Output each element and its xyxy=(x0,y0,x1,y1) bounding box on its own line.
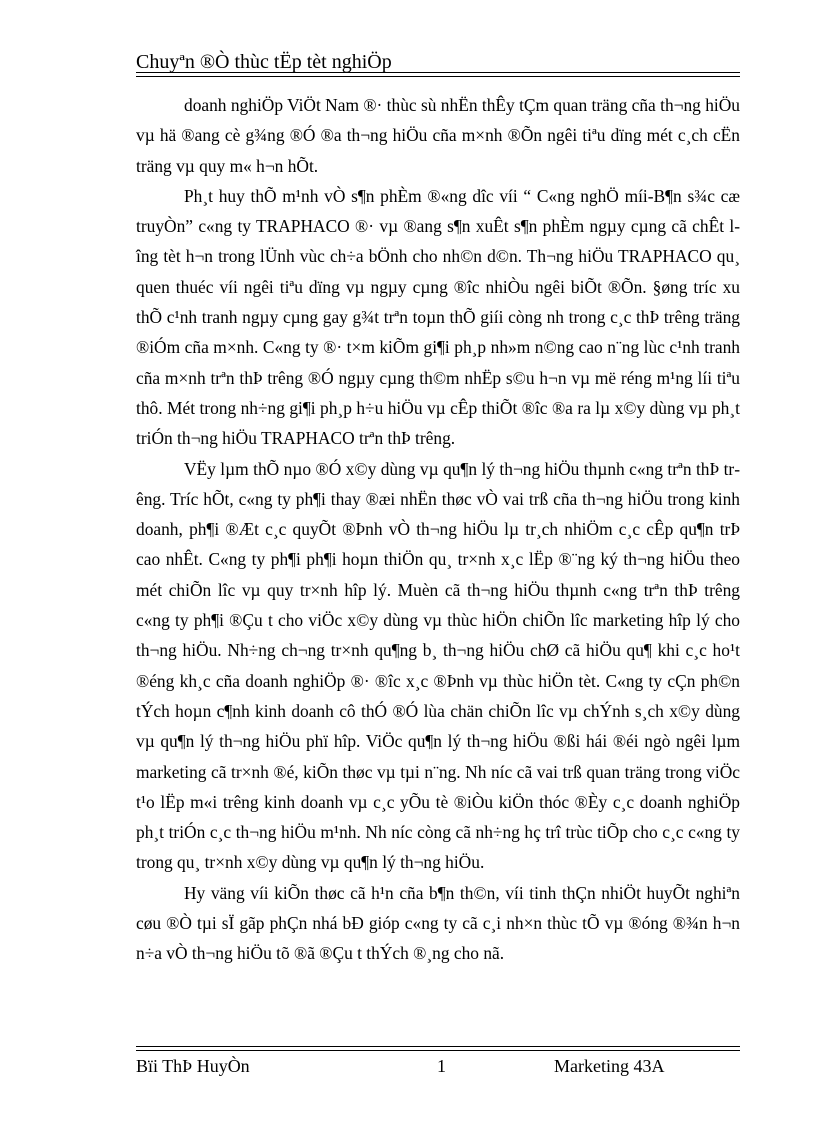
paragraph-2: Ph¸t huy thÕ m¹nh vÒ s¶n phÈm ®«ng dîc víi “ C«ng nghÖ míi-B¶n s¾c cæ truyÒn” c«ng ty TRAPHACO ®· vµ ®ang s¶n xuÊt s¶n phÈm ngµy cµng cã chÊt lîng tèt h¬n trong lÜnh vùc ch÷a bÖnh cho nh©n d©n. Th¬ng hiÖu TRAPHACO qu¸ quen thuéc víi ngêi tiªu dïng vµ ngµy cµng ®îc nhiÒu ngêi biÕt ®Õn. §øng tríc xu thÕ c¹nh tranh ngµy cµng gay g¾t trªn toµn thÕ giíi còng nh trong c¸c thÞ trêng träng ®iÓm cña m×nh. C«ng ty ®· t×m kiÕm gi¶i ph¸p nh»m n©ng cao n¨ng lùc c¹nh tranh cña m×nh trªn thÞ trêng ®Ó ngµy cµng th©m nhËp s©u h¬n vµ më réng m¹ng líi tiªu thô. Mét trong nh÷ng gi¶i ph¸p h÷u hiÖu vµ cÊp thiÕt ®îc ®a ra lµ x©y dùng vµ ph¸t triÓn th¬ng hiÖu TRAPHACO trªn thÞ trêng. xyxy=(136,185,740,449)
paragraph-3: VËy lµm thÕ nµo ®Ó x©y dùng vµ qu¶n lý th¬ng hiÖu thµnh c«ng trªn thÞ trêng. Tríc hÕt, c«ng ty ph¶i thay ®æi nhËn thøc vÒ vai trß cña th¬ng hiÖu trong kinh doanh, ph¶i ®Æt c¸c quyÕt ®Þnh vÒ th¬ng hiÖu lµ tr¸ch nhiÖm c¸c cÊp qu¶n trÞ cao nhÊt. C«ng ty ph¶i ph¶i hoµn thiÖn qu¸ tr×nh x¸c lËp ®¨ng ký th¬ng hiÖu theo mét chiÕn lîc vµ quy tr×nh hîp lý. Muèn cã th¬ng hiÖu thµnh c«ng trªn thÞ trêng c«ng ty ph¶i ®Çu t cho viÖc x©y dùng vµ thùc hiÖn chiÕn lîc marketing hîp lý cho th¬ng hiÖu. Nh÷ng ch¬ng tr×nh qu¶ng b¸ th¬ng hiÖu chØ cã hiÖu qu¶ khi c¸c ho¹t ®éng kh¸c cña doanh nghiÖp ®· ®îc x¸c ®Þnh vµ thùc hiÖn tèt. C«ng ty cÇn ph©n tÝch hoµn c¶nh kinh doanh cô thÓ ®Ó lùa chän chiÕn lîc vµ chÝnh s¸ch x©y dùng vµ qu¶n lý th¬ng hiÖu phï hîp. ViÖc qu¶n lý th¬ng hiÖu ®ßi hái ®éi ngò ngêi lµm marketing cã tr×nh ®é, kiÕn thøc vµ tµi n¨ng. Nh níc cã vai trß quan träng trong viÖc t¹o lËp m«i trêng kinh doanh vµ c¸c yÕu tè ®iÒu kiÖn thóc ®Èy c¸c doanh nghiÖp ph¸t triÓn c¸c th¬ng hiÖu m¹nh. Nh níc còng cã nh÷ng hç trî trùc tiÕp cho c¸c c«ng ty trong qu¸ tr×nh x©y dùng vµ qu¶n lý th¬ng hiÖu. xyxy=(136,458,740,873)
header-rule xyxy=(136,72,740,73)
page-number: 1 xyxy=(437,1056,446,1076)
footer-rule-thin xyxy=(136,1046,740,1047)
paragraph-1: doanh nghiÖp ViÖt Nam ®· thùc sù nhËn thÊy tÇm quan träng cña th¬ng hiÖu vµ hä ®ang cè g¾ng ®Ó ®a th¬ng hiÖu cña m×nh ®Õn ngêi tiªu dïng mét c¸ch cËn träng vµ quy m« h¬n hÕt. xyxy=(136,95,740,176)
footer-class: Marketing 43A xyxy=(554,1056,665,1076)
paragraph-4: Hy väng víi kiÕn thøc cã h¹n cña b¶n th©n, víi tinh thÇn nhiÖt huyÕt nghiªn cøu ®Ò tµi sÏ gãp phÇn nhá bÐ gióp c«ng ty cã c¸i nh×n thùc tÕ vµ ®óng ®¾n h¬n n÷a vÒ th¬ng hiÖu tõ ®ã ®Çu t thÝch ®¸ng cho nã. xyxy=(136,882,740,964)
body-text xyxy=(136,90,740,969)
footer-rule xyxy=(136,1050,740,1051)
footer-author: Bïi ThÞ HuyÒn xyxy=(136,1056,250,1076)
header-rule-thin xyxy=(136,76,740,77)
page-header-title: Chuyªn ®Ò thùc tËp tèt nghiÖp xyxy=(136,51,392,73)
